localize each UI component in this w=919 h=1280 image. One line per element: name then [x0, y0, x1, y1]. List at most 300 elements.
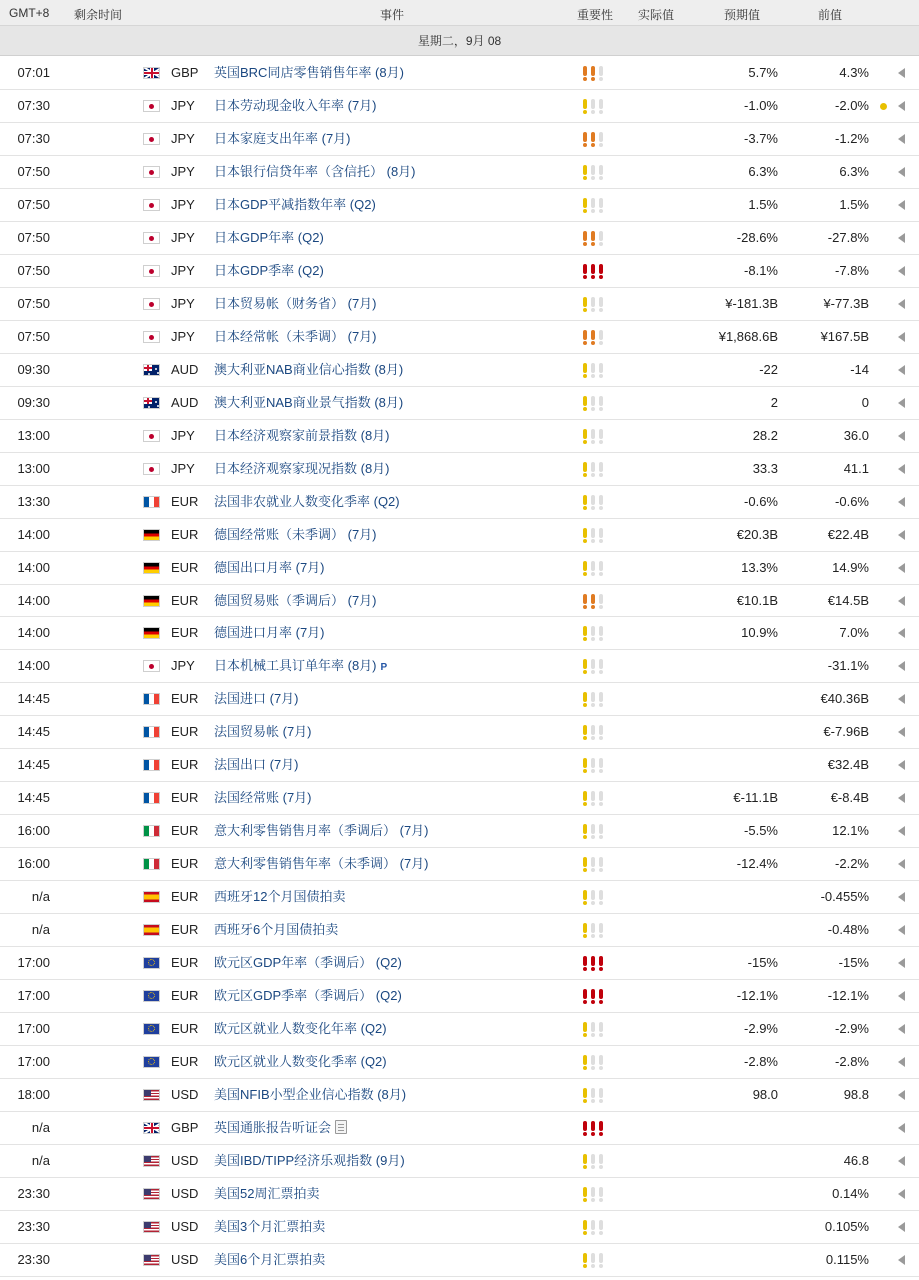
forecast-value: 2	[770, 394, 778, 410]
previous-value: €40.36B	[820, 691, 869, 707]
expand-arrow-icon[interactable]	[898, 332, 905, 342]
event-link[interactable]	[214, 650, 387, 684]
previous-value: 98.8	[843, 1087, 869, 1103]
importance-icon	[582, 99, 606, 114]
importance-icon	[582, 725, 606, 740]
event-name: 欧元区就业人数变化年率 (Q2)	[214, 1021, 387, 1037]
event-link[interactable]	[214, 980, 402, 1012]
previous-value: -14	[850, 361, 869, 377]
event-time: 14:00	[17, 526, 50, 542]
event-name: 西班牙6个月国债拍卖	[214, 922, 339, 938]
event-time: 14:00	[17, 625, 50, 641]
forecast-value: -2.9%	[744, 1021, 778, 1037]
event-row[interactable]	[0, 288, 919, 321]
event-link[interactable]	[214, 90, 377, 122]
importance-icon	[582, 231, 606, 246]
previous-value: -31.1%	[827, 658, 869, 674]
expand-arrow-icon[interactable]	[898, 1189, 905, 1199]
currency-code: JPY	[171, 460, 195, 476]
currency-code: EUR	[171, 988, 199, 1004]
previous-value: -0.455%	[820, 889, 869, 905]
de-flag-icon	[143, 529, 160, 544]
expand-arrow-icon[interactable]	[898, 661, 905, 671]
event-time: 07:30	[17, 130, 50, 146]
event-row[interactable]	[0, 782, 919, 815]
currency-code: EUR	[171, 526, 199, 542]
event-link[interactable]	[214, 914, 338, 946]
forecast-value: -8.1%	[744, 262, 778, 278]
importance-icon	[582, 659, 606, 674]
event-time: 14:00	[17, 592, 50, 608]
document-icon[interactable]	[335, 1120, 347, 1134]
event-link[interactable]	[214, 1211, 325, 1243]
event-link[interactable]	[214, 782, 312, 814]
event-row[interactable]	[0, 881, 919, 914]
event-row[interactable]	[0, 1178, 919, 1211]
event-name: 日本经常帐（未季调） (7月)	[214, 328, 377, 344]
expand-arrow-icon[interactable]	[898, 266, 905, 276]
event-time: 16:00	[17, 856, 50, 872]
event-name: 日本家庭支出年率 (7月)	[214, 130, 351, 146]
event-time: 23:30	[17, 1185, 50, 1201]
previous-value: 7.0%	[839, 625, 869, 641]
expand-arrow-icon[interactable]	[898, 859, 905, 869]
currency-code: JPY	[171, 295, 195, 311]
previous-value: -7.8%	[835, 262, 869, 278]
event-name: 德国经常账（未季调） (7月)	[214, 526, 377, 542]
currency-code: EUR	[171, 493, 199, 509]
jp-flag-icon	[143, 199, 160, 214]
jp-flag-icon	[143, 265, 160, 280]
event-row[interactable]	[0, 749, 919, 782]
importance-icon	[582, 1220, 606, 1235]
expand-arrow-icon[interactable]	[898, 694, 905, 704]
event-name: 日本经济观察家现况指数 (8月)	[214, 460, 390, 476]
event-name: 意大利零售销售月率（季调后） (7月)	[214, 823, 429, 839]
gmt-header[interactable]: GMT+8	[9, 6, 50, 20]
expand-arrow-icon[interactable]	[898, 167, 905, 177]
expand-arrow-icon[interactable]	[898, 727, 905, 737]
event-name: 法国非农就业人数变化季率 (Q2)	[214, 493, 400, 509]
currency-code: JPY	[171, 97, 195, 113]
forecast-value: €20.3B	[736, 526, 778, 542]
event-link[interactable]	[214, 189, 376, 221]
event-row[interactable]	[0, 617, 919, 650]
forecast-value: 28.2	[752, 427, 778, 443]
event-link[interactable]	[214, 1178, 319, 1210]
expand-arrow-icon[interactable]	[898, 1057, 905, 1067]
event-time: 17:00	[17, 988, 50, 1004]
jp-flag-icon	[143, 232, 160, 247]
previous-value: -1.2%	[835, 130, 869, 146]
currency-code: USD	[171, 1087, 199, 1103]
event-link[interactable]	[214, 387, 403, 419]
event-name: 澳大利亚NAB商业信心指数 (8月)	[214, 361, 404, 377]
event-link[interactable]	[214, 1046, 387, 1078]
importance-icon	[582, 462, 606, 477]
event-link[interactable]	[214, 321, 377, 353]
expand-arrow-icon[interactable]	[898, 464, 905, 474]
event-row[interactable]	[0, 90, 919, 123]
previous-value: -2.2%	[835, 856, 869, 872]
event-row[interactable]	[0, 815, 919, 848]
eu-flag-icon	[143, 990, 160, 1005]
forecast-value: €-11.1B	[733, 790, 778, 806]
event-row[interactable]	[0, 1013, 919, 1046]
event-link[interactable]	[214, 716, 312, 748]
event-row[interactable]	[0, 222, 919, 255]
importance-icon	[582, 989, 606, 1004]
event-row[interactable]	[0, 1145, 919, 1178]
importance-icon	[582, 297, 606, 312]
event-row[interactable]	[0, 980, 919, 1013]
importance-icon	[582, 330, 606, 345]
event-row[interactable]	[0, 255, 919, 288]
es-flag-icon	[143, 891, 160, 906]
event-row[interactable]	[0, 1211, 919, 1244]
event-name: 法国进口 (7月)	[214, 691, 299, 707]
forecast-value: -22	[759, 361, 778, 377]
previous-value: -12.1%	[827, 988, 869, 1004]
event-row[interactable]	[0, 486, 919, 519]
event-time: n/a	[31, 889, 50, 905]
eu-flag-icon	[143, 1056, 160, 1071]
previous-value: 14.9%	[832, 559, 869, 575]
event-link[interactable]	[214, 1244, 325, 1276]
previous-value: -0.48%	[827, 922, 869, 938]
importance-icon	[582, 396, 606, 411]
event-row[interactable]	[0, 1244, 919, 1277]
currency-code: USD	[171, 1251, 199, 1267]
expand-arrow-icon[interactable]	[898, 497, 905, 507]
currency-code: EUR	[171, 856, 199, 872]
importance-icon	[582, 528, 606, 543]
forecast-value: -1.0%	[744, 97, 778, 113]
forecast-value: -12.1%	[736, 988, 778, 1004]
event-row[interactable]	[0, 585, 919, 618]
event-name: 德国进口月率 (7月)	[214, 625, 325, 641]
event-link[interactable]	[214, 123, 351, 155]
event-row[interactable]	[0, 387, 919, 420]
event-row[interactable]	[0, 1112, 919, 1145]
event-name: 日本机械工具订单年率 (8月)	[214, 658, 377, 674]
event-row[interactable]	[0, 57, 919, 90]
es-flag-icon	[143, 924, 160, 939]
event-row[interactable]	[0, 914, 919, 947]
currency-code: EUR	[171, 790, 199, 806]
importance-icon	[582, 857, 606, 872]
event-time: n/a	[31, 1152, 50, 1168]
currency-code: EUR	[171, 592, 199, 608]
expand-arrow-icon[interactable]	[898, 233, 905, 243]
importance-icon	[582, 561, 606, 576]
event-header: 事件	[380, 8, 405, 22]
forecast-value: -2.8%	[744, 1054, 778, 1070]
previous-value: 0.105%	[824, 1218, 869, 1234]
importance-icon	[582, 1121, 606, 1136]
jp-flag-icon	[143, 660, 160, 675]
jp-flag-icon	[143, 331, 160, 346]
de-flag-icon	[143, 627, 160, 642]
expand-arrow-icon[interactable]	[898, 1255, 905, 1265]
currency-code: EUR	[171, 1021, 199, 1037]
currency-code: JPY	[171, 196, 195, 212]
event-link[interactable]	[214, 749, 299, 781]
importance-icon	[582, 791, 606, 806]
expand-arrow-icon[interactable]	[898, 596, 905, 606]
event-link[interactable]	[214, 255, 324, 287]
expand-arrow-icon[interactable]	[898, 398, 905, 408]
event-time: 23:30	[17, 1218, 50, 1234]
currency-code: JPY	[171, 328, 195, 344]
event-time: 07:50	[17, 196, 50, 212]
previous-value: -15%	[838, 955, 869, 971]
previous-value: €32.4B	[827, 757, 869, 773]
event-time: 07:50	[17, 163, 50, 179]
expand-arrow-icon[interactable]	[898, 1222, 905, 1232]
importance-icon	[582, 1022, 606, 1037]
event-name: 德国贸易账（季调后） (7月)	[214, 592, 377, 608]
event-link[interactable]	[214, 815, 429, 847]
event-name: 欧元区就业人数变化季率 (Q2)	[214, 1054, 387, 1070]
gb-flag-icon	[143, 67, 160, 82]
currency-code: EUR	[171, 1054, 199, 1070]
expand-arrow-icon[interactable]	[898, 892, 905, 902]
currency-code: JPY	[171, 262, 195, 278]
expand-arrow-icon[interactable]	[898, 365, 905, 375]
forecast-value: €10.1B	[736, 592, 778, 608]
currency-code: JPY	[171, 229, 195, 245]
expand-arrow-icon[interactable]	[898, 760, 905, 770]
event-link[interactable]	[214, 486, 400, 518]
event-name: 日本劳动现金收入年率 (7月)	[214, 97, 377, 113]
event-name: 法国出口 (7月)	[214, 757, 299, 773]
expand-arrow-icon[interactable]	[898, 431, 905, 441]
gb-flag-icon	[143, 1122, 160, 1137]
event-link[interactable]	[214, 57, 404, 89]
expand-arrow-icon[interactable]	[898, 925, 905, 935]
event-name: 西班牙12个月国债拍卖	[214, 889, 346, 905]
event-link[interactable]	[214, 222, 324, 254]
previous-value: -27.8%	[827, 229, 869, 245]
event-time: n/a	[31, 922, 50, 938]
previous-header: 前值	[818, 8, 843, 22]
actual-header: 实际值	[638, 8, 675, 22]
time-left-header: 剩余时间	[74, 8, 123, 22]
event-row[interactable]	[0, 123, 919, 156]
expand-arrow-icon[interactable]	[898, 68, 905, 78]
event-link[interactable]	[214, 552, 325, 584]
event-time: 14:45	[17, 691, 50, 707]
importance-icon	[582, 594, 606, 609]
event-row[interactable]	[0, 683, 919, 716]
event-row[interactable]	[0, 650, 919, 683]
event-row[interactable]	[0, 1046, 919, 1079]
event-row[interactable]	[0, 420, 919, 453]
currency-code: EUR	[171, 559, 199, 575]
event-time: 14:45	[17, 757, 50, 773]
event-link[interactable]	[214, 1079, 406, 1111]
fr-flag-icon	[143, 726, 160, 741]
expand-arrow-icon[interactable]	[898, 826, 905, 836]
currency-code: EUR	[171, 823, 199, 839]
event-row[interactable]	[0, 1079, 919, 1112]
event-name: 法国贸易帐 (7月)	[214, 724, 312, 740]
expand-arrow-icon[interactable]	[898, 958, 905, 968]
forecast-value: 13.3%	[741, 559, 778, 575]
expand-arrow-icon[interactable]	[898, 563, 905, 573]
currency-code: GBP	[171, 65, 199, 80]
event-link[interactable]	[214, 683, 299, 715]
importance-icon	[582, 1253, 606, 1268]
currency-code: USD	[171, 1152, 199, 1168]
expand-arrow-icon[interactable]	[898, 134, 905, 144]
expand-arrow-icon[interactable]	[898, 200, 905, 210]
expand-arrow-icon[interactable]	[898, 628, 905, 638]
au-flag-icon	[143, 397, 160, 412]
event-link[interactable]	[214, 1112, 347, 1144]
forecast-value: -0.6%	[744, 493, 778, 509]
forecast-header: 预期值	[724, 8, 761, 22]
event-name: 德国出口月率 (7月)	[214, 559, 325, 575]
event-link[interactable]	[214, 617, 325, 649]
currency-code: USD	[171, 1185, 199, 1201]
event-name: 日本GDP平减指数年率 (Q2)	[214, 196, 376, 212]
event-link[interactable]	[214, 156, 416, 188]
currency-code: AUD	[171, 394, 199, 410]
event-link[interactable]	[214, 585, 377, 617]
event-time: 13:00	[17, 460, 50, 476]
event-link[interactable]	[214, 947, 402, 979]
event-time: 13:00	[17, 427, 50, 443]
us-flag-icon	[143, 1089, 160, 1104]
previous-value: 46.8	[843, 1152, 869, 1168]
us-flag-icon	[143, 1254, 160, 1269]
event-row[interactable]	[0, 848, 919, 881]
au-flag-icon	[143, 364, 160, 379]
expand-arrow-icon[interactable]	[898, 530, 905, 540]
previous-value: -2.9%	[835, 1021, 869, 1037]
currency-code: AUD	[171, 361, 199, 377]
event-link[interactable]	[214, 881, 345, 913]
event-name: 美国6个月汇票拍卖	[214, 1251, 326, 1267]
event-row[interactable]	[0, 519, 919, 552]
previous-value: €-7.96B	[823, 724, 869, 740]
events-table-body	[0, 57, 919, 1277]
previous-value: 4.3%	[839, 65, 869, 80]
event-name: 日本GDP年率 (Q2)	[214, 229, 324, 245]
event-row[interactable]	[0, 716, 919, 749]
jp-flag-icon	[143, 298, 160, 313]
event-time: 07:50	[17, 262, 50, 278]
event-link[interactable]	[214, 1145, 405, 1177]
previous-value: -2.0%	[835, 97, 869, 113]
event-row[interactable]	[0, 947, 919, 980]
event-row[interactable]	[0, 453, 919, 486]
currency-code: JPY	[171, 130, 195, 146]
event-link[interactable]	[214, 519, 377, 551]
expand-arrow-icon[interactable]	[898, 1024, 905, 1034]
importance-header: 重要性	[577, 8, 614, 22]
event-time: 07:01	[17, 65, 50, 80]
event-time: 14:00	[17, 559, 50, 575]
event-link[interactable]	[214, 453, 390, 485]
forecast-value: 98.0	[752, 1087, 778, 1103]
expand-arrow-icon[interactable]	[898, 1123, 905, 1133]
table-header	[0, 0, 919, 26]
event-time: 13:30	[17, 493, 50, 509]
event-link[interactable]	[214, 1013, 387, 1045]
currency-code: EUR	[171, 889, 199, 905]
event-name: 美国52周汇票拍卖	[214, 1185, 320, 1201]
previous-value: ¥167.5B	[820, 328, 869, 344]
forecast-value: 1.5%	[748, 196, 778, 212]
expand-arrow-icon[interactable]	[898, 299, 905, 309]
previous-value: €-8.4B	[830, 790, 869, 806]
importance-icon	[582, 1055, 606, 1070]
event-time: 16:00	[17, 823, 50, 839]
event-link[interactable]	[214, 288, 377, 320]
event-link[interactable]	[214, 420, 390, 452]
previous-value: -2.8%	[835, 1054, 869, 1070]
event-link[interactable]	[214, 848, 429, 880]
event-name: 日本经济观察家前景指数 (8月)	[214, 427, 390, 443]
forecast-value: -28.6%	[736, 229, 778, 245]
it-flag-icon	[143, 858, 160, 873]
event-row[interactable]	[0, 156, 919, 189]
event-row[interactable]	[0, 321, 919, 354]
expand-arrow-icon[interactable]	[898, 991, 905, 1001]
previous-value: 6.3%	[839, 163, 869, 179]
importance-icon	[582, 132, 606, 147]
jp-flag-icon	[143, 463, 160, 478]
event-name: 欧元区GDP年率（季调后） (Q2)	[214, 955, 402, 971]
forecast-value: 10.9%	[741, 625, 778, 641]
expand-arrow-icon[interactable]	[898, 1090, 905, 1100]
importance-icon	[582, 198, 606, 213]
currency-code: EUR	[171, 955, 199, 971]
expand-arrow-icon[interactable]	[898, 1156, 905, 1166]
event-name: 日本贸易帐（财务省） (7月)	[214, 295, 377, 311]
forecast-value: 33.3	[752, 460, 778, 476]
us-flag-icon	[143, 1155, 160, 1170]
event-link[interactable]	[214, 354, 403, 386]
previous-value: 41.1	[843, 460, 869, 476]
event-name: 欧元区GDP季率（季调后） (Q2)	[214, 988, 402, 1004]
expand-arrow-icon[interactable]	[898, 793, 905, 803]
importance-icon	[582, 956, 606, 971]
fr-flag-icon	[143, 792, 160, 807]
currency-code: EUR	[171, 691, 199, 707]
event-name: 美国3个月汇票拍卖	[214, 1218, 326, 1234]
currency-code: JPY	[171, 427, 195, 443]
event-row[interactable]	[0, 354, 919, 387]
previous-value: €14.5B	[827, 592, 869, 608]
event-name: 美国NFIB小型企业信心指数 (8月)	[214, 1087, 407, 1103]
event-time: 17:00	[17, 1054, 50, 1070]
expand-arrow-icon[interactable]	[898, 101, 905, 111]
forecast-value: -12.4%	[736, 856, 778, 872]
previous-value: -0.6%	[835, 493, 869, 509]
importance-icon	[582, 264, 606, 279]
event-row[interactable]	[0, 189, 919, 222]
event-time: n/a	[31, 1120, 50, 1135]
revised-dot-icon	[880, 103, 887, 110]
event-row[interactable]	[0, 552, 919, 585]
previous-value: 1.5%	[839, 196, 869, 212]
forecast-value: -15%	[747, 955, 778, 971]
event-name: 澳大利亚NAB商业景气指数 (8月)	[214, 394, 404, 410]
